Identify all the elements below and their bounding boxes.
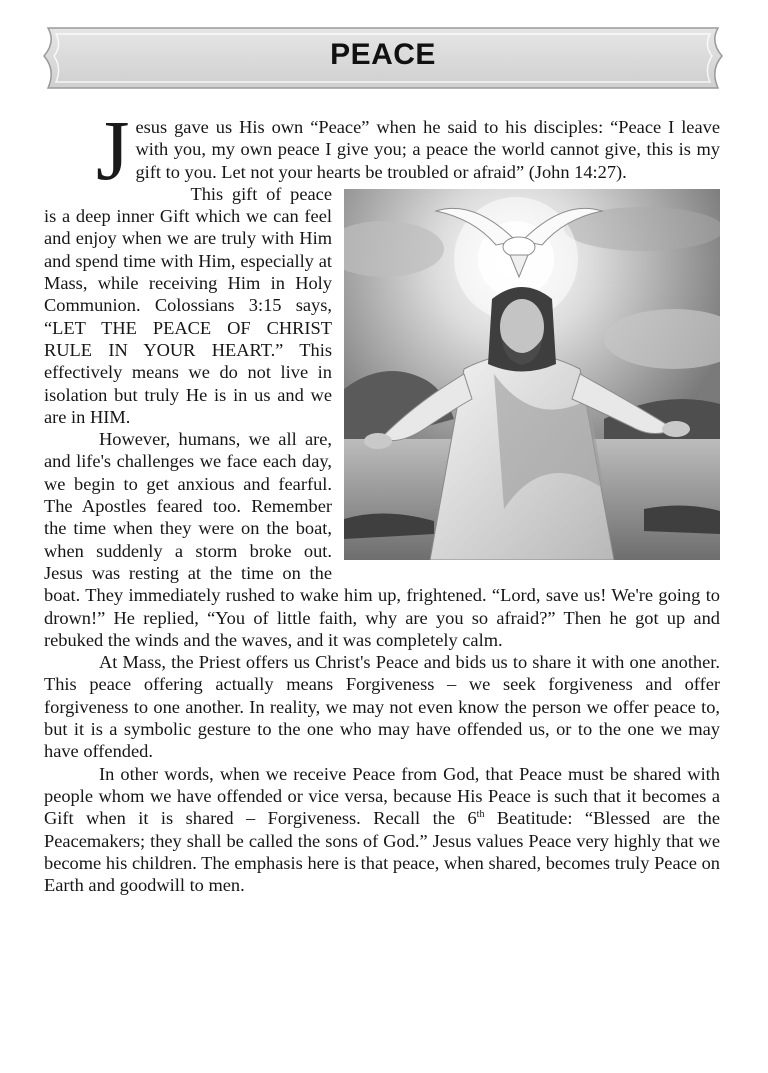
paragraph-1-text: esus gave us His own “Peace” when he said to his disciples: “Peace I leave with you, my own peace I give you; a peace the world cannot give, this is my gift to you. Let not your hearts be troubled or afraid” (John 14:27). — [135, 117, 720, 182]
paragraph-5-text-a: In other words, when we receive Peace from God, that Peace must be shared with people whom we have offended or vice versa, because His Peace is such that it becomes a Gift when it is shared – Forgiveness. Recall the 6 — [44, 763, 720, 829]
paragraph-5-text-b: Beatitude: “Blessed are the Peacemakers; they shall be called the sons of God.” Jesus values Peace very highly that we become his children. The emphasis here is that peace, when shared, becomes truly Peace on Earth and goodwill to men. — [44, 808, 720, 896]
paragraph-2: This gift of peace is a deep inner Gift which we can feel and enjoy when we are truly with Him and spend time with Him, especially at Mass, while receiving Him in Holy Communion. Colossians 3:15 says, “LET THE PEACE OF CHRIST RULE IN YOUR HEART.” This effectively means we do not live in isolation but truly He is in us and we are in HIM. — [44, 183, 332, 427]
drop-cap: J — [96, 102, 130, 198]
paragraph-5 — [44, 763, 720, 897]
paragraph-3: However, humans, we all are, and life's challenges we face each day, we begin to get anxious and fearful. The Apostles feared too. Remember the time when they were on the boat, when suddenly a storm broke out. Jesus was resting at the time on the boat. They immediately rushed to wake him up, frightened. “Lord, save us! We're going to drown!” He replied, “You of little faith, why are you so afraid?” Then he got up and rebuked the winds and the waves, and it was completely calm. — [44, 429, 720, 650]
illustration-svg — [344, 189, 720, 560]
ordinal-suffix: th — [476, 809, 485, 821]
title-banner — [40, 18, 726, 102]
page-title: PEACE — [330, 38, 436, 71]
article-body — [44, 102, 720, 896]
jesus-dove-illustration — [344, 189, 720, 560]
paragraph-1 — [44, 102, 720, 198]
paragraph-4: At Mass, the Priest offers us Christ's Peace and bids us to share it with one another. This peace offering actually means Forgiveness – we seek forgiveness and offer forgiveness to one another. In reality, we may not even know the person we offer peace to, but it is a symbolic gesture to the one who may have offended us, or to the one we may have offended. — [44, 652, 720, 762]
